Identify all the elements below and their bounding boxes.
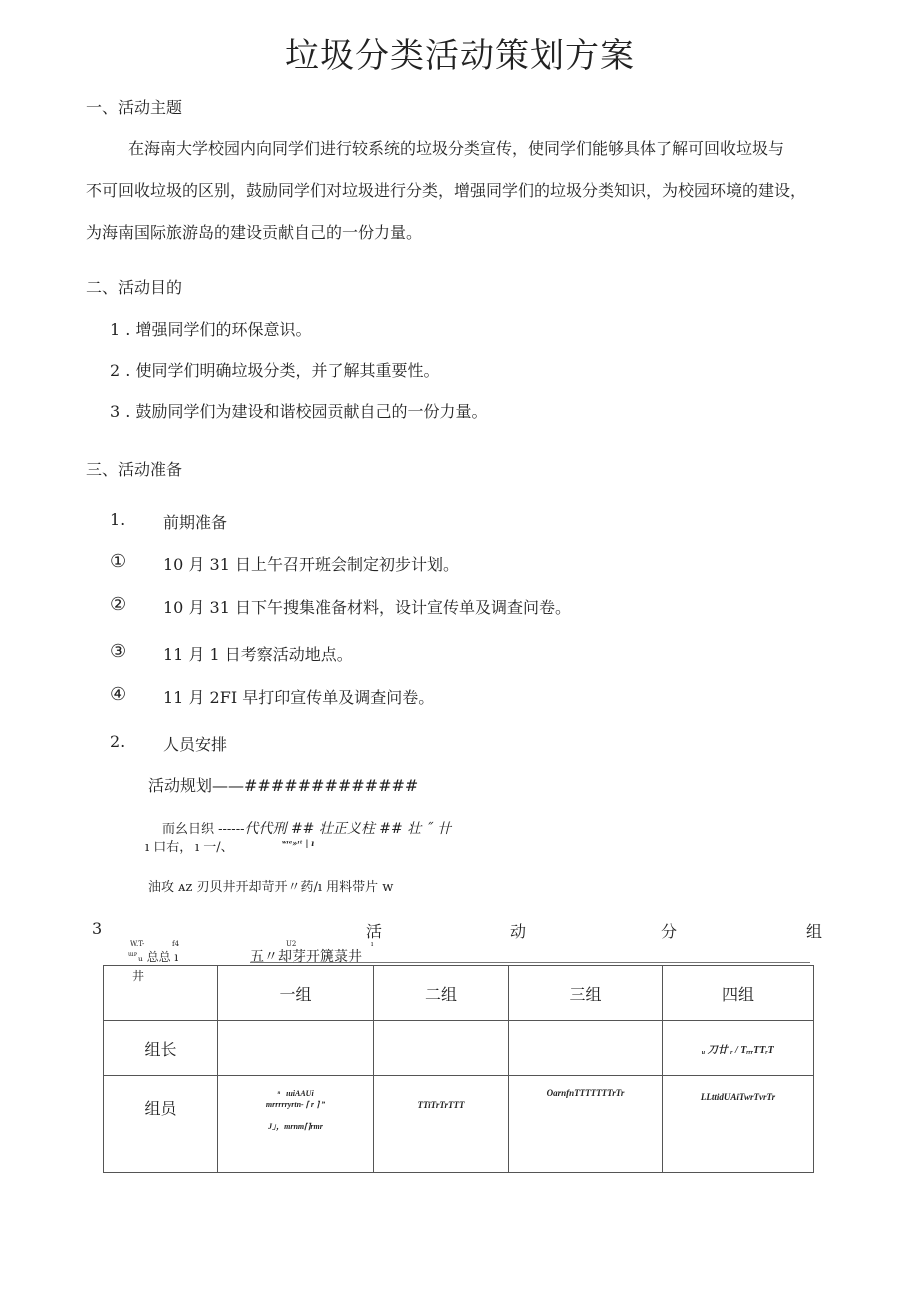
table-cell: TTiTrTrTTT bbox=[374, 1076, 509, 1173]
step-text-1: 10 月 31 日上午召开班会制定初步计划。 bbox=[163, 555, 459, 574]
small-row-c: 井 bbox=[132, 969, 145, 983]
table-header-cell: 四组 bbox=[663, 966, 814, 1021]
step-text-3: 11 月 1 日考察活动地点。 bbox=[163, 645, 353, 664]
staff-label: 人员安排 bbox=[163, 735, 228, 754]
item-3-char-4: 组 bbox=[806, 922, 823, 941]
table-cell: OarnfnTTTTTTTrTr bbox=[509, 1076, 663, 1173]
garbled-line-1-italic: 代代刑 ## 壮正义柱 ## 壮 ˝ 卄 bbox=[244, 821, 452, 837]
table-cell: ⁿ ıuiAAUi mrrrrryrtn- ⌈ r ⌉ ” J」，mrnт⌈⌉rmr bbox=[218, 1076, 374, 1173]
section-1-heading: 一、活动主题 bbox=[86, 98, 183, 117]
staff-number: 2. bbox=[110, 732, 126, 751]
prep-label: 前期准备 bbox=[163, 513, 228, 532]
row-label: 组长 bbox=[104, 1021, 218, 1076]
step-mark-1: ① bbox=[110, 551, 127, 572]
tiny-mark-1: W.T- bbox=[130, 940, 145, 948]
table-row bbox=[104, 1076, 814, 1173]
table-header-cell bbox=[104, 966, 218, 1021]
row-label: 组员 bbox=[104, 1076, 218, 1173]
underline-rule bbox=[250, 962, 810, 963]
section-3-heading: 三、活动准备 bbox=[86, 460, 183, 479]
table-cell: LLttidUAiTwrTvrTr bbox=[663, 1076, 814, 1173]
table-header-cell: 二组 bbox=[374, 966, 509, 1021]
item-3-number: 3 bbox=[92, 919, 103, 938]
table-header-cell: 一组 bbox=[218, 966, 374, 1021]
garbled-line-2b: ı 一/、 bbox=[195, 840, 234, 855]
step-mark-4: ④ bbox=[110, 684, 127, 705]
plan-line: 活动规划——############# bbox=[148, 776, 419, 795]
group-table bbox=[103, 965, 814, 1173]
tiny-mark-4: ı bbox=[371, 940, 374, 948]
item-3-char-2: 动 bbox=[510, 922, 527, 941]
tiny-mark-3: U2 bbox=[286, 940, 297, 948]
garbled-line-2a: ı 口右， bbox=[145, 840, 193, 855]
item-3-char-3: 分 bbox=[661, 922, 678, 941]
table-cell bbox=[374, 1021, 509, 1076]
tiny-mark-2: f4 bbox=[172, 940, 180, 948]
small-row-b: 五〃却芽开篪菉井 bbox=[250, 949, 362, 965]
step-mark-2: ② bbox=[110, 594, 127, 615]
table-cell bbox=[218, 1021, 374, 1076]
goal-item-1: 1 . 增强同学们的环保意识。 bbox=[110, 320, 312, 339]
garbled-line-1 bbox=[162, 818, 451, 838]
table-cell bbox=[509, 1021, 663, 1076]
table-header-row bbox=[104, 966, 814, 1021]
garbled-line-2c: ʷᶦᵉ»ᶦᵗ | ı bbox=[282, 838, 315, 848]
section-2-heading: 二、活动目的 bbox=[86, 278, 183, 297]
table-cell: ᵤ 刀廿 ᵣ / TᵣᵣᵣTTᵣT bbox=[663, 1021, 814, 1076]
prep-number: 1. bbox=[110, 510, 126, 529]
section-1-para-line-1: 在海南大学校园内向同学们进行较系统的垃圾分类宣传，使同学们能够具体了解可回收垃圾与 bbox=[128, 139, 785, 158]
section-1-para-line-2: 不可回收垃圾的区别，鼓励同学们对垃圾进行分类，增强同学们的垃圾分类知识，为校园环境的建设， bbox=[86, 181, 807, 200]
goal-item-2: 2 . 使同学们明确垃圾分类，并了解其重要性。 bbox=[110, 361, 440, 380]
item-3-char-1: 活 bbox=[366, 922, 383, 941]
step-mark-3: ③ bbox=[110, 641, 127, 662]
garbled-line-3: 油攻 ᴀᴢ 刃贝井开却苛开〃药/ı 用料带片 ᴡ bbox=[148, 880, 394, 895]
small-row-prefix: ɯᴘ bbox=[128, 951, 138, 958]
small-row-a: ᵤ 总总 ı bbox=[138, 950, 179, 964]
table-header-cell: 三组 bbox=[509, 966, 663, 1021]
step-text-2: 10 月 31 日下午搜集准备材料，设计宣传单及调查问卷。 bbox=[163, 598, 571, 617]
goal-item-3: 3 . 鼓励同学们为建设和谐校园贡献自己的一份力量。 bbox=[110, 402, 488, 421]
table-row bbox=[104, 1021, 814, 1076]
step-text-4: 11 月 2FI 早打印宣传单及调查问卷。 bbox=[163, 688, 435, 707]
page-title: 垃圾分类活动策划方案 bbox=[285, 36, 635, 76]
section-1-para-line-3: 为海南国际旅游岛的建设贡献自己的一份力量。 bbox=[86, 223, 423, 242]
garbled-line-1-plain: 而幺日织 ------ bbox=[162, 822, 245, 837]
